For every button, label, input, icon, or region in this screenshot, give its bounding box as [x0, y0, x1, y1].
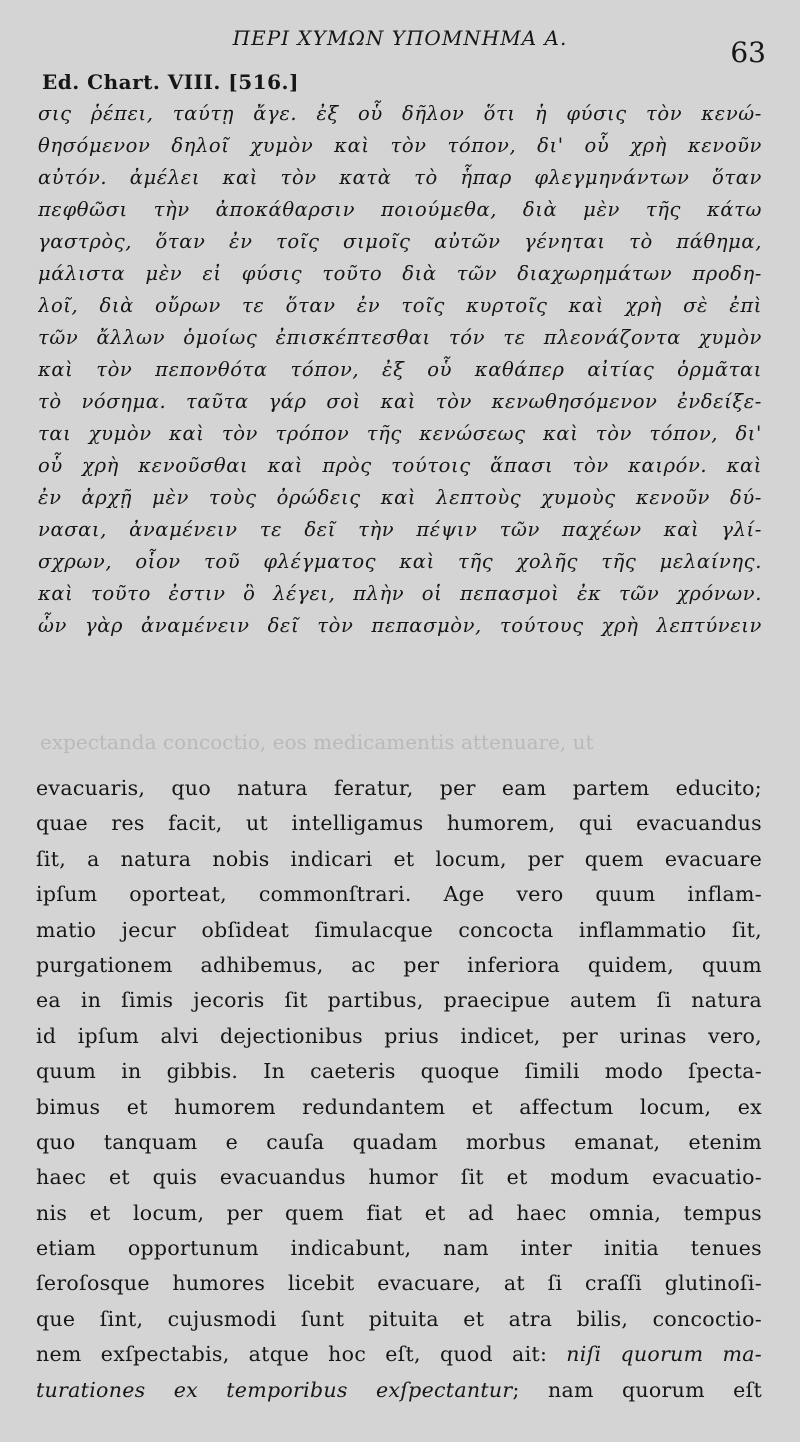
greek-line: θησόμενον δηλοῖ χυμὸν καὶ τὸν τόπον, δι' οὗ χρὴ κενοῦν [38, 134, 762, 157]
greek-line: λοῖ, διὰ οὔρων τε ὅταν ἐν τοῖς κυρτοῖς καὶ χρὴ σὲ ἐπὶ [38, 294, 762, 317]
quotation-italic: turationes ex temporibus exſpectantur [36, 1377, 513, 1402]
greek-text-block [38, 98, 762, 642]
greek-line: μάλιστα μὲν εἰ φύσις τοῦτο διὰ τῶν διαχωρημάτων προδη- [38, 262, 762, 285]
greek-line: νασαι, ἀναμένειν τε δεῖ τὴν πέψιν τῶν παχέων καὶ γλί- [38, 518, 762, 541]
latin-line: ſit, a natura nobis indicari et locum, per quem evacuare [36, 846, 762, 871]
latin-line-with-quote [36, 1337, 762, 1372]
latin-line: haec et quis evacuandus humor ſit et modum evacuatio- [36, 1165, 762, 1190]
greek-line: αὐτόν. ἀμέλει καὶ τὸν κατὰ τὸ ἧπαρ φλεγμηνάντων ὅταν [38, 166, 762, 189]
latin-line-text: ; nam quorum eſt [512, 1377, 762, 1402]
latin-line: id ipſum alvi dejectionibus prius indicet, per urinas vero, [36, 1023, 762, 1048]
greek-line: σχρων, οἷον τοῦ φλέγματος καὶ τῆς χολῆς τῆς μελαίνης. [38, 550, 762, 573]
latin-line: quae res facit, ut intelligamus humorem, qui evacuandus [36, 811, 762, 836]
greek-line: καὶ τοῦτο ἐστιν ὃ λέγει, πλὴν οἱ πεπασμοὶ ἐκ τῶν χρόνων. [38, 582, 762, 605]
latin-line: ſeroſosque humores licebit evacuare, at ſi craſſi glutinoſi- [36, 1271, 762, 1296]
latin-line: matio jecur obſideat ſimulacque concocta inflammatio ſit, [36, 917, 762, 942]
edition-reference: Ed. Chart. VIII. [516.] [42, 70, 299, 94]
greek-line: ὧν γὰρ ἀναμένειν δεῖ τὸν πεπασμὸν, τούτους χρὴ λεπτύνειν [38, 614, 762, 637]
latin-line-with-quote [36, 1373, 762, 1408]
latin-line: nis et locum, per quem fiat et ad haec omnia, tempus [36, 1200, 762, 1225]
latin-line: que ſint, cujusmodi ſunt pituita et atra bilis, concoctio- [36, 1306, 762, 1331]
latin-line: quo tanquam e cauſa quadam morbus emanat, etenim [36, 1129, 762, 1154]
page-number: 63 [730, 36, 766, 69]
greek-line: τὸ νόσημα. ταῦτα γάρ σοὶ καὶ τὸν κενωθησόμενον ἐνδείξε- [38, 390, 762, 413]
latin-line-text: nem exſpectabis, atque hoc eſt, quod ait: [36, 1342, 548, 1367]
latin-text-block [36, 771, 762, 1408]
latin-line: quum in gibbis. In caeteris quoque ſimili modo ſpecta- [36, 1059, 762, 1084]
latin-line: bimus et humorem redundantem et affectum locum, ex [36, 1094, 762, 1119]
greek-line: γαστρὸς, ὅταν ἐν τοῖς σιμοῖς αὐτῶν γένηται τὸ πάθημα, [38, 230, 762, 253]
quotation-italic: niſi quorum ma- [566, 1342, 762, 1367]
greek-line: σις ῥέπει, ταύτῃ ἄγε. ἐξ οὗ δῆλον ὅτι ἡ φύσις τὸν κενώ- [38, 102, 762, 125]
greek-line: ἐν ἀρχῇ μὲν τοὺς ὀρώδεις καὶ λεπτοὺς χυμοὺς κενοῦν δύ- [38, 486, 762, 509]
latin-line: etiam opportunum indicabunt, nam inter initia tenues [36, 1236, 762, 1261]
greek-line: ται χυμὸν καὶ τὸν τρόπον τῆς κενώσεως καὶ τὸν τόπον, δι' [38, 422, 762, 445]
latin-line: ea in ſimis jecoris ſit partibus, praecipue autem ſi natura [36, 988, 762, 1013]
bleed-through-text: expectanda concoctio, eos medicamentis attenuare, ut [40, 730, 594, 754]
running-head: ΠΕΡΙ ΧΥΜΩΝ ΥΠΟΜΝΗΜΑ Α. [232, 26, 568, 50]
latin-line: ipſum oporteat, commonſtrari. Age vero quum inflam- [36, 882, 762, 907]
greek-line: πεφθῶσι τὴν ἀποκάθαρσιν ποιούμεθα, διὰ μὲν τῆς κάτω [38, 198, 762, 221]
greek-line: οὗ χρὴ κενοῦσθαι καὶ πρὸς τούτοις ἅπασι τὸν καιρόν. καὶ [38, 454, 762, 477]
greek-line: καὶ τὸν πεπονθότα τόπον, ἐξ οὗ καθάπερ αἰτίας ὁρμᾶται [38, 358, 762, 381]
greek-line: τῶν ἄλλων ὁμοίως ἐπισκέπτεσθαι τόν τε πλεονάζοντα χυμὸν [38, 326, 762, 349]
latin-line: purgationem adhibemus, ac per inferiora quidem, quum [36, 952, 762, 977]
latin-line: evacuaris, quo natura feratur, per eam partem educito; [36, 776, 762, 800]
